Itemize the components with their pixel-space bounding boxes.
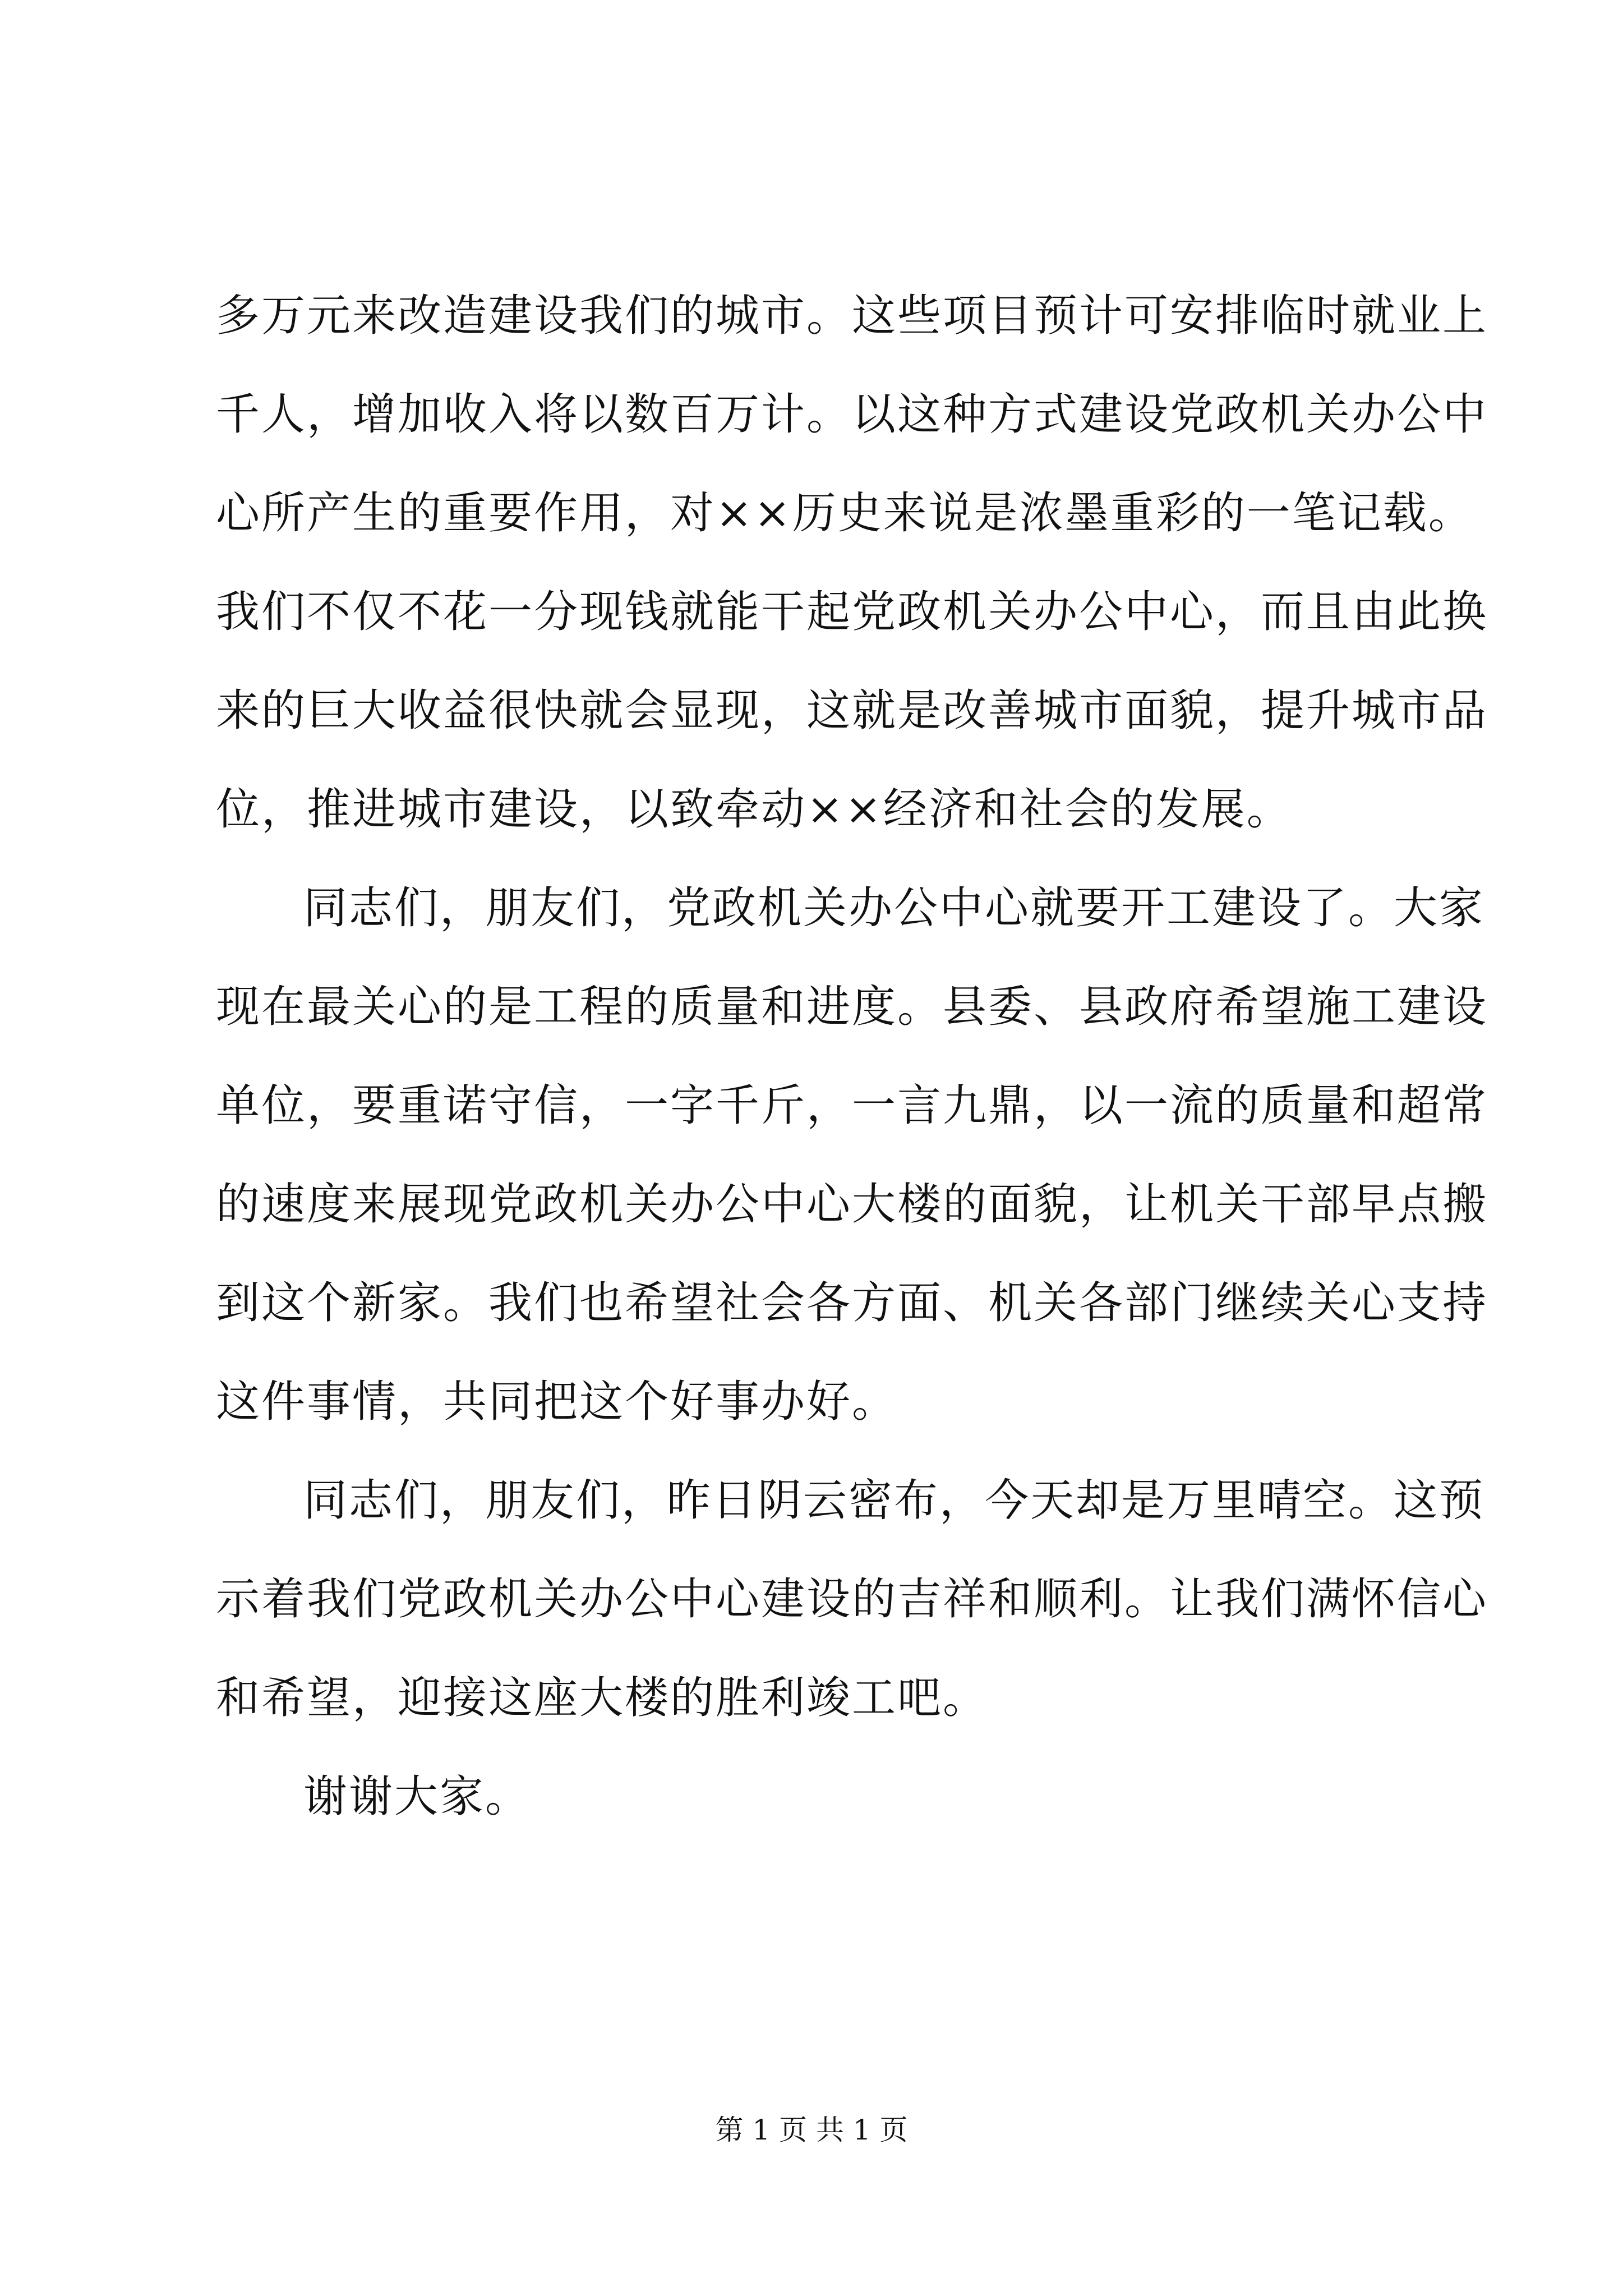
paragraph xyxy=(216,266,1488,859)
paragraph xyxy=(216,1747,1472,1846)
text-line: 示着我们党政机关办公中心建设的吉祥和顺利。让我们满怀信心 xyxy=(216,1574,1488,1625)
paragraph xyxy=(216,859,1488,1451)
text-line: 同志们，朋友们，党政机关办公中心就要开工建设了。大家 xyxy=(303,883,1485,933)
text-line: 多万元来改造建设我们的城市。这些项目预计可安排临时就业上 xyxy=(216,291,1488,341)
text-line: 到这个新家。我们也希望社会各方面、机关各部门继续关心支持 xyxy=(216,1278,1488,1328)
text-line: 来的巨大收益很快就会显现，这就是改善城市面貌，提升城市品 xyxy=(216,685,1488,736)
text-line: 我们不仅不花一分现钱就能干起党政机关办公中心，而且由此换 xyxy=(216,587,1488,637)
text-line: 和希望，迎接这座大楼的胜利竣工吧。 xyxy=(216,1673,989,1723)
text-line: 千人，增加收入将以数百万计。以这种方式建设党政机关办公中 xyxy=(216,389,1488,440)
text-line: 这件事情，共同把这个好事办好。 xyxy=(216,1377,898,1427)
text-line: 心所产生的重要作用，对××历史来说是浓墨重彩的一笔记载。 xyxy=(216,488,1474,539)
text-line: 位，推进城市建设，以致牵动××经济和社会的发展。 xyxy=(216,784,1292,835)
text-line: 谢谢大家。 xyxy=(303,1772,531,1822)
text-line: 同志们，朋友们，昨日阴云密布，今天却是万里晴空。这预 xyxy=(303,1475,1485,1526)
document-body xyxy=(216,266,1488,1846)
page-number-footer: 第 1 页 共 1 页 xyxy=(715,2114,908,2146)
text-line: 现在最关心的是工程的质量和进度。县委、县政府希望施工建设 xyxy=(216,982,1488,1032)
paragraph xyxy=(216,1451,1488,1747)
text-line: 的速度来展现党政机关办公中心大楼的面貌，让机关干部早点搬 xyxy=(216,1179,1488,1230)
text-line: 单位，要重诺守信，一字千斤，一言九鼎，以一流的质量和超常 xyxy=(216,1080,1488,1131)
